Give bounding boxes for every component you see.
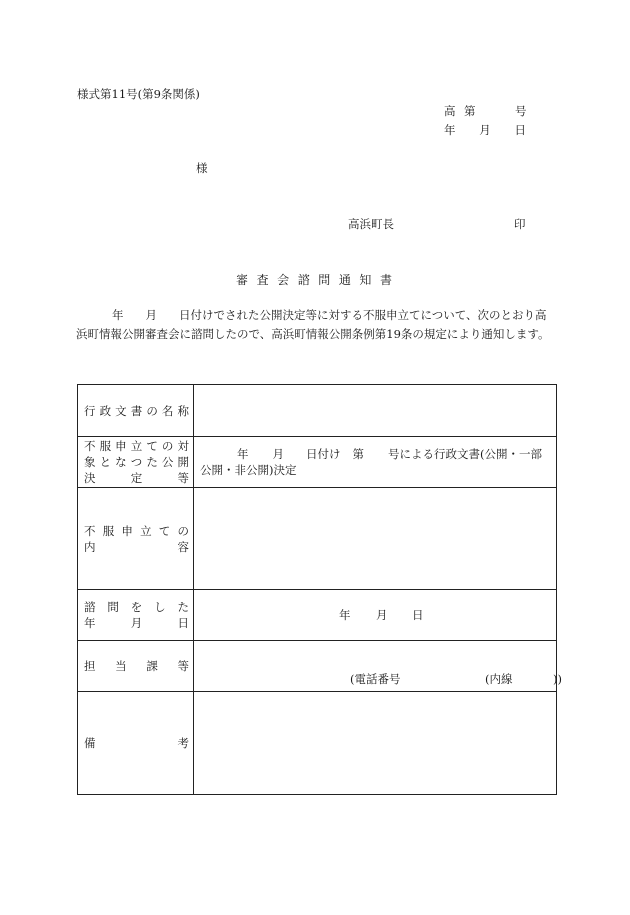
label-responsible-section — [78, 641, 194, 692]
inquiry-month-mark: 月 — [376, 608, 388, 622]
label-line — [84, 403, 189, 419]
label-line — [84, 539, 189, 555]
table-row — [78, 590, 557, 641]
label-char: 課 — [146, 659, 158, 673]
title-char: 知 — [359, 273, 372, 287]
inquiry-day-mark: 日 — [412, 608, 424, 622]
label-char: 立 — [130, 439, 143, 453]
body-paragraph — [76, 306, 556, 344]
label-char: 象 — [84, 455, 96, 469]
label-char: 立 — [140, 523, 152, 538]
label-line — [84, 438, 189, 454]
label-char: 日 — [177, 616, 189, 630]
doc-number-suffix: 号 — [515, 104, 527, 118]
value-responsible-section[interactable] — [194, 641, 562, 692]
seal-mark: 印 — [514, 217, 526, 231]
title-char: 諮 — [297, 273, 310, 287]
label-char: 称 — [177, 403, 189, 418]
date-day-mark: 日 — [514, 123, 526, 137]
label-char: を — [130, 600, 143, 614]
label-char: の — [146, 403, 158, 418]
label-line — [84, 470, 189, 486]
title-char: 通 — [338, 273, 351, 287]
label-char: 服 — [99, 439, 112, 453]
label-char: つ — [130, 455, 143, 469]
title-char: 問 — [318, 273, 331, 287]
label-char: 不 — [84, 523, 96, 538]
value-inquiry-date[interactable] — [194, 590, 557, 641]
body-month: 月 — [145, 308, 157, 322]
table-row — [78, 488, 557, 590]
label-char: 等 — [177, 659, 189, 673]
doc-number-prefix-2: 第 — [464, 104, 476, 118]
document-date — [444, 122, 526, 138]
label-char: 不 — [84, 439, 96, 453]
value-document-name[interactable] — [194, 385, 557, 437]
label-char: の — [161, 439, 174, 453]
label-line — [84, 599, 189, 615]
label-remarks — [78, 692, 194, 795]
table-row — [78, 641, 557, 692]
label-char: て — [146, 439, 158, 453]
label-char: 備 — [84, 736, 96, 750]
label-line — [84, 523, 189, 539]
label-char: 文 — [115, 403, 127, 418]
addressee-suffix: 様 — [196, 161, 208, 175]
label-char: な — [115, 455, 127, 469]
label-line — [84, 454, 189, 470]
table-row — [78, 692, 557, 795]
body-text: 日付けでされた公開決定等に対する不服申立てについて、次のとおり高浜町情報公開審査会に諮問したので、高浜町情報公開条例第19条の規定により通知します。 — [76, 308, 550, 341]
label-line — [84, 735, 189, 751]
label-char: 書 — [130, 403, 143, 418]
title-char: 書 — [379, 273, 392, 287]
label-char: 年 — [84, 616, 96, 630]
label-disclosure-decision — [78, 437, 194, 488]
label-char: 名 — [161, 403, 174, 418]
label-char: 考 — [177, 736, 189, 750]
extension-label: (内線 — [485, 672, 513, 686]
value-disclosure-decision[interactable] — [194, 437, 557, 488]
label-inquiry-date — [78, 590, 194, 641]
label-char: し — [154, 600, 166, 614]
label-appeal-content — [78, 488, 194, 590]
value-text: 年 — [237, 447, 249, 461]
label-char: 諮 — [84, 600, 96, 614]
label-char: 政 — [99, 403, 112, 418]
label-char: 申 — [121, 523, 133, 538]
label-char: 等 — [177, 471, 189, 485]
label-char: 内 — [84, 539, 96, 554]
label-char: と — [99, 455, 112, 469]
inquiry-year-mark: 年 — [339, 608, 351, 622]
label-char: た — [177, 600, 189, 614]
label-char: 対 — [177, 439, 189, 453]
value-remarks[interactable] — [194, 692, 557, 795]
label-char: 行 — [84, 403, 96, 418]
date-month-mark: 月 — [479, 123, 491, 137]
notice-table — [77, 384, 562, 795]
form-number: 様式第11号(第9条関係) — [77, 87, 200, 101]
title-char: 会 — [277, 273, 290, 287]
value-appeal-content[interactable] — [194, 488, 557, 590]
label-char: 当 — [115, 659, 127, 673]
doc-number-prefix-1: 高 — [444, 104, 456, 118]
value-text: 月 — [272, 447, 284, 461]
label-char: 開 — [177, 455, 189, 469]
closing-parens: )) — [553, 672, 562, 686]
title-char: 審 — [236, 273, 249, 287]
label-line — [84, 615, 189, 631]
label-char: 定 — [130, 471, 143, 485]
table-row — [78, 437, 557, 488]
phone-number-label: (電話番号 — [350, 672, 401, 686]
document-title — [236, 271, 392, 288]
title-char: 査 — [256, 273, 269, 287]
label-line — [84, 658, 189, 674]
label-char: 月 — [130, 616, 143, 630]
label-char: 問 — [107, 600, 119, 614]
label-char: 担 — [84, 659, 96, 673]
value-text: 第 — [352, 447, 364, 461]
label-document-name — [78, 385, 194, 437]
table-row — [78, 385, 557, 437]
label-char: て — [158, 523, 171, 538]
label-char: 決 — [84, 471, 96, 485]
body-year: 年 — [112, 308, 124, 322]
label-char: の — [177, 523, 189, 538]
value-text: 号による行政文書(公開・一部公開・非公開)決定 — [200, 447, 542, 477]
label-char: 公 — [161, 455, 174, 469]
sender-name: 高浜町長 — [348, 217, 394, 231]
label-char: た — [146, 455, 158, 469]
label-char: 服 — [102, 523, 115, 538]
label-char: 容 — [177, 539, 189, 554]
date-year-mark: 年 — [444, 123, 456, 137]
value-text: 日付け — [306, 447, 341, 461]
label-char: 申 — [115, 439, 127, 453]
